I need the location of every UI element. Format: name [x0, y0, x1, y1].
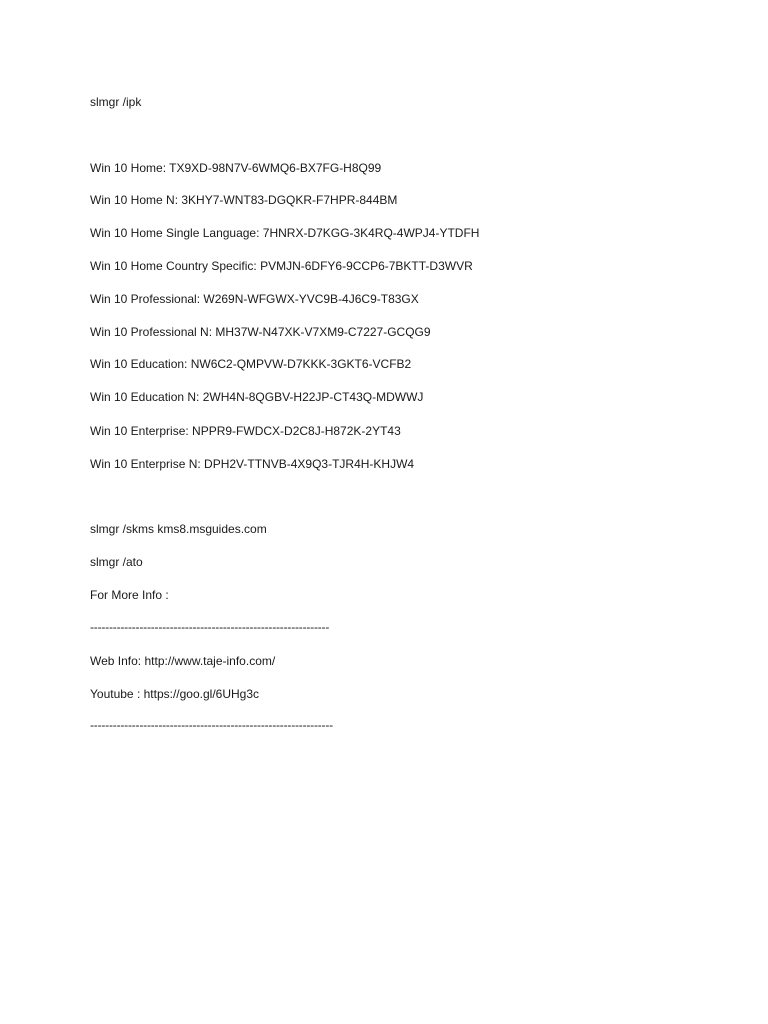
- key-win10-home: Win 10 Home: TX9XD-98N7V-6WMQ6-BX7FG-H8Q99: [90, 161, 382, 175]
- divider-bottom: ----------------------------------------------------------------: [90, 718, 333, 732]
- web-info-line: Web Info: http://www.taje-info.com/: [90, 654, 276, 668]
- key-win10-home-country-specific: Win 10 Home Country Specific: PVMJN-6DFY6-9CCP6-7BKTT-D3WVR: [90, 259, 473, 273]
- more-info-heading: For More Info :: [90, 588, 169, 602]
- key-win10-education: Win 10 Education: NW6C2-QMPVW-D7KKK-3GKT6-VCFB2: [90, 357, 412, 371]
- key-win10-professional-n: Win 10 Professional N: MH37W-N47XK-V7XM9-C7227-GCQG9: [90, 325, 431, 339]
- key-win10-home-n: Win 10 Home N: 3KHY7-WNT83-DGQKR-F7HPR-844BM: [90, 193, 398, 207]
- command-ipk: slmgr /ipk: [90, 95, 142, 109]
- key-win10-education-n: Win 10 Education N: 2WH4N-8QGBV-H22JP-CT43Q-MDWWJ: [90, 390, 424, 404]
- key-win10-enterprise-n: Win 10 Enterprise N: DPH2V-TTNVB-4X9Q3-TJR4H-KHJW4: [90, 457, 415, 471]
- command-ato: slmgr /ato: [90, 555, 143, 569]
- youtube-line: Youtube : https://goo.gl/6UHg3c: [90, 687, 260, 701]
- divider-top: ---------------------------------------------------------------: [90, 620, 330, 634]
- command-skms: slmgr /skms kms8.msguides.com: [90, 522, 267, 536]
- key-win10-home-single-language: Win 10 Home Single Language: 7HNRX-D7KGG-3K4RQ-4WPJ4-YTDFH: [90, 226, 480, 240]
- key-win10-enterprise: Win 10 Enterprise: NPPR9-FWDCX-D2C8J-H872K-2YT43: [90, 424, 401, 438]
- key-win10-professional: Win 10 Professional: W269N-WFGWX-YVC9B-4J6C9-T83GX: [90, 292, 419, 306]
